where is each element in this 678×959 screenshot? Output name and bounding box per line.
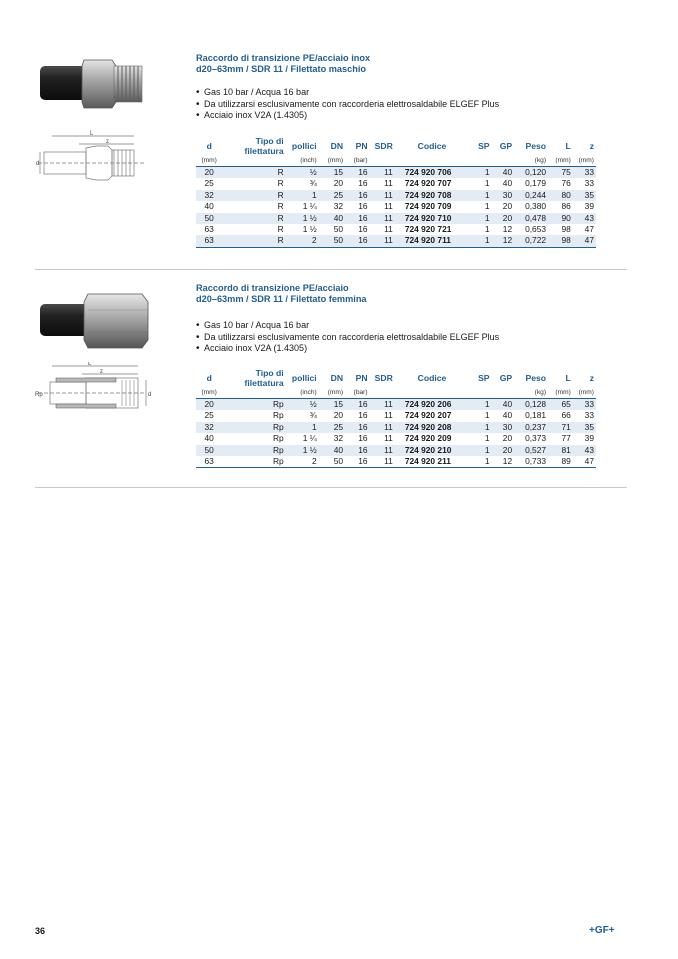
cell-thread-type: R	[277, 178, 284, 189]
cell-dn: 32	[333, 201, 344, 212]
unit-cell: (bar)	[345, 156, 369, 167]
unit-cell: (mm)	[548, 156, 573, 167]
cell-inch: 1 ½	[286, 445, 319, 456]
cell-gp: 12	[492, 456, 515, 468]
col-l: L	[565, 373, 571, 383]
cell-weight: 0,373	[525, 433, 547, 444]
unit-cell	[492, 388, 515, 399]
unit-cell	[395, 388, 469, 399]
table-header-row	[196, 368, 596, 388]
cell-z: 39	[584, 433, 594, 444]
spec-table-male	[196, 136, 596, 248]
cell-l: 89	[548, 456, 573, 468]
unit-cell: (kg)	[514, 388, 548, 399]
col-z: z	[589, 373, 594, 383]
cell-sdr: 11	[370, 456, 395, 468]
table-row	[196, 399, 596, 411]
cell-gp: 30	[492, 422, 515, 433]
feature-item: • Da utilizzarsi esclusivamente con raccorderia elettrosaldabile ELGEF Plus	[196, 332, 499, 344]
cell-pn: 16	[345, 190, 369, 201]
col-sp: SP	[478, 141, 490, 151]
unit-cell: (mm)	[319, 388, 345, 399]
cell-sp: 1	[469, 456, 491, 468]
cell-sp: 1	[469, 445, 491, 456]
col-thread-type: Tipo di filettatura	[244, 368, 284, 388]
cell-code: 724 920 710	[395, 213, 469, 224]
drawing-label-length: L	[90, 131, 94, 137]
product-section-female	[0, 270, 678, 490]
cell-inch: ¾	[309, 410, 317, 421]
unit-cell: (mm)	[548, 388, 573, 399]
table-row	[196, 213, 596, 224]
cell-pn: 16	[358, 433, 368, 444]
cell-l: 77	[561, 433, 571, 444]
cell-z: 43	[573, 213, 596, 224]
unit-cell: (mm)	[573, 388, 596, 399]
col-inch: pollici	[291, 373, 317, 383]
product-title-line2: d20–63mm / SDR 11 / Filettato maschio	[196, 64, 367, 74]
cell-code: 724 920 721	[404, 224, 452, 235]
table-body	[196, 167, 596, 248]
cell-d: 25	[204, 410, 214, 421]
table-row	[196, 224, 596, 235]
cell-thread-type: R	[277, 224, 284, 235]
cell-gp: 40	[502, 410, 513, 421]
cell-sdr: 11	[384, 224, 393, 235]
cell-pn: 16	[345, 456, 369, 468]
cell-z: 33	[573, 167, 596, 179]
cell-z: 39	[584, 201, 594, 212]
cell-l: 98	[548, 235, 573, 247]
cell-sdr: 11	[370, 167, 395, 179]
cell-dn: 40	[319, 445, 345, 456]
unit-cell: (mm)	[196, 156, 222, 167]
cell-l: 71	[548, 422, 573, 433]
cell-sdr: 11	[370, 235, 395, 247]
drawing-label-d: d	[148, 392, 152, 398]
cell-l: 75	[548, 167, 573, 179]
cell-code: 724 920 711	[395, 235, 469, 247]
cell-dn: 25	[319, 422, 345, 433]
cell-d: 50	[196, 213, 222, 224]
cell-gp: 20	[502, 433, 513, 444]
cell-dn: 50	[319, 456, 345, 468]
cell-gp: 40	[492, 167, 515, 179]
male-fitting-drawing	[34, 130, 154, 190]
unit-cell	[370, 388, 395, 399]
cell-dn: 20	[333, 178, 344, 189]
cell-z: 35	[573, 422, 596, 433]
feature-item: • Gas 10 bar / Acqua 16 bar	[196, 320, 499, 332]
cell-inch: 1 ½	[302, 224, 317, 235]
cell-code: 724 920 707	[404, 178, 452, 189]
cell-sp: 1	[469, 235, 491, 247]
col-code: Codice	[417, 373, 447, 383]
unit-cell	[469, 388, 491, 399]
female-fitting-drawing	[34, 362, 154, 422]
cell-thread-type: Rp	[222, 399, 285, 411]
col-dn: DN	[330, 141, 344, 151]
col-sdr: SDR	[374, 141, 393, 151]
unit-cell	[492, 156, 515, 167]
table-row	[196, 422, 596, 433]
cell-inch: 1	[286, 422, 319, 433]
cell-code: 724 920 209	[404, 433, 452, 444]
feature-list	[196, 87, 499, 122]
col-weight: Peso	[525, 373, 547, 383]
product-title-line2: d20–63mm / SDR 11 / Filettato femmina	[196, 294, 367, 304]
feature-item: • Acciaio inox V2A (1.4305)	[196, 110, 499, 122]
cell-gp: 20	[492, 213, 515, 224]
col-inch: pollici	[291, 141, 317, 151]
cell-inch: 1 ¼	[302, 433, 317, 444]
feature-item: • Gas 10 bar / Acqua 16 bar	[196, 87, 499, 99]
cell-z: 33	[584, 178, 594, 189]
cell-code: 724 920 208	[395, 422, 469, 433]
unit-cell: (mm)	[573, 156, 596, 167]
col-weight: Peso	[525, 141, 547, 151]
cell-weight: 0,527	[514, 445, 548, 456]
unit-cell: (mm)	[196, 388, 222, 399]
cell-sdr: 11	[370, 422, 395, 433]
cell-l: 65	[548, 399, 573, 411]
cell-sp: 1	[469, 190, 491, 201]
section-divider	[35, 487, 627, 488]
cell-pn: 16	[345, 399, 369, 411]
cell-l: 76	[561, 178, 571, 189]
col-pn: PN	[355, 373, 368, 383]
cell-pn: 16	[358, 201, 368, 212]
cell-thread-type: R	[222, 167, 285, 179]
cell-d: 20	[196, 399, 222, 411]
cell-z: 33	[573, 399, 596, 411]
cell-weight: 0,653	[525, 224, 547, 235]
cell-gp: 30	[492, 190, 515, 201]
table-row	[196, 201, 596, 212]
cell-dn: 32	[333, 433, 344, 444]
cell-inch: ¾	[309, 178, 317, 189]
feature-item: • Da utilizzarsi esclusivamente con raccorderia elettrosaldabile ELGEF Plus	[196, 99, 499, 111]
product-title-line1: Raccordo di transizione PE/acciaio inox	[196, 53, 371, 63]
cell-z: 47	[584, 224, 594, 235]
cell-z: 47	[573, 456, 596, 468]
cell-thread-type: Rp	[272, 433, 284, 444]
cell-sdr: 11	[384, 410, 393, 421]
unit-cell: (mm)	[319, 156, 345, 167]
table-row	[196, 433, 596, 444]
table-units-row	[196, 156, 596, 167]
cell-l: 80	[548, 190, 573, 201]
cell-dn: 40	[319, 213, 345, 224]
cell-gp: 20	[492, 445, 515, 456]
col-dn: DN	[330, 373, 344, 383]
cell-sp: 1	[484, 224, 490, 235]
col-sdr: SDR	[374, 373, 393, 383]
cell-sp: 1	[484, 178, 490, 189]
cell-z: 35	[573, 190, 596, 201]
col-gp: GP	[499, 373, 513, 383]
cell-gp: 40	[492, 399, 515, 411]
cell-d: 25	[204, 178, 214, 189]
cell-pn: 16	[345, 422, 369, 433]
cell-inch: ½	[286, 167, 319, 179]
cell-d: 32	[196, 190, 222, 201]
cell-thread-type: R	[277, 201, 284, 212]
col-z: z	[589, 141, 594, 151]
unit-cell	[395, 156, 469, 167]
unit-cell	[222, 156, 285, 167]
cell-gp: 40	[502, 178, 513, 189]
unit-cell	[222, 388, 285, 399]
col-l: L	[565, 141, 571, 151]
cell-thread-type: R	[222, 190, 285, 201]
product-title	[196, 283, 367, 305]
cell-code: 724 920 211	[395, 456, 469, 468]
cell-sp: 1	[469, 399, 491, 411]
cell-sp: 1	[484, 201, 490, 212]
cell-sp: 1	[469, 422, 491, 433]
cell-d: 50	[196, 445, 222, 456]
col-d: d	[206, 373, 212, 383]
cell-dn: 50	[333, 224, 344, 235]
cell-dn: 25	[319, 190, 345, 201]
table-row	[196, 445, 596, 456]
cell-inch: 1 ½	[286, 213, 319, 224]
cell-thread-type: Rp	[222, 422, 285, 433]
cell-dn: 50	[319, 235, 345, 247]
table-units-row	[196, 388, 596, 399]
table-row	[196, 167, 596, 179]
table-row	[196, 410, 596, 421]
cell-thread-type: R	[222, 235, 285, 247]
male-fitting-photo	[34, 48, 154, 120]
cell-sp: 1	[469, 167, 491, 179]
cell-z: 33	[584, 410, 594, 421]
cell-thread-type: Rp	[272, 410, 284, 421]
cell-d: 40	[204, 433, 214, 444]
cell-code: 724 920 210	[395, 445, 469, 456]
unit-cell: (bar)	[345, 388, 369, 399]
cell-sp: 1	[469, 213, 491, 224]
table-row	[196, 178, 596, 189]
cell-thread-type: R	[222, 213, 285, 224]
cell-code: 724 920 706	[395, 167, 469, 179]
product-title-line1: Raccordo di transizione PE/acciaio	[196, 283, 349, 293]
cell-inch: 1 ¼	[302, 201, 317, 212]
cell-weight: 0,380	[525, 201, 547, 212]
col-d: d	[206, 141, 212, 151]
table-row	[196, 235, 596, 247]
drawing-label-rp: Rp	[35, 392, 43, 398]
cell-weight: 0,478	[514, 213, 548, 224]
cell-code: 724 920 206	[395, 399, 469, 411]
cell-d: 20	[196, 167, 222, 179]
cell-weight: 0,179	[525, 178, 547, 189]
unit-cell	[469, 156, 491, 167]
cell-sdr: 11	[370, 213, 395, 224]
cell-inch: ½	[286, 399, 319, 411]
cell-weight: 0,128	[514, 399, 548, 411]
cell-sp: 1	[484, 410, 490, 421]
cell-weight: 0,181	[525, 410, 547, 421]
female-fitting-photo	[34, 284, 154, 356]
cell-thread-type: Rp	[222, 445, 285, 456]
col-gp: GP	[499, 141, 513, 151]
cell-weight: 0,244	[514, 190, 548, 201]
cell-z: 43	[573, 445, 596, 456]
cell-thread-type: Rp	[222, 456, 285, 468]
cell-inch: 1	[286, 190, 319, 201]
cell-sdr: 11	[384, 201, 393, 212]
drawing-label-d: d	[36, 161, 40, 167]
feature-item: • Acciaio inox V2A (1.4305)	[196, 343, 499, 355]
cell-sdr: 11	[370, 190, 395, 201]
cell-l: 66	[561, 410, 571, 421]
cell-gp: 12	[492, 235, 515, 247]
cell-code: 724 920 708	[395, 190, 469, 201]
cell-gp: 20	[502, 201, 513, 212]
cell-pn: 16	[345, 167, 369, 179]
cell-z: 47	[573, 235, 596, 247]
cell-gp: 12	[502, 224, 513, 235]
cell-d: 63	[196, 456, 222, 468]
cell-sdr: 11	[370, 445, 395, 456]
cell-inch: 2	[286, 235, 319, 247]
cell-pn: 16	[358, 410, 368, 421]
spec-table-female	[196, 368, 596, 468]
cell-dn: 15	[319, 167, 345, 179]
table-row	[196, 456, 596, 468]
cell-d: 40	[204, 201, 214, 212]
cell-dn: 20	[333, 410, 344, 421]
unit-cell: (inch)	[286, 156, 319, 167]
table-body	[196, 399, 596, 468]
cell-d: 63	[204, 224, 214, 235]
cell-d: 32	[196, 422, 222, 433]
cell-inch: 2	[286, 456, 319, 468]
col-pn: PN	[355, 141, 368, 151]
page-number: 36	[35, 926, 46, 936]
table-row	[196, 190, 596, 201]
cell-l: 98	[561, 224, 571, 235]
cell-d: 63	[196, 235, 222, 247]
drawing-label-z: z	[100, 369, 103, 375]
cell-sdr: 11	[384, 433, 393, 444]
cell-code: 724 920 207	[404, 410, 452, 421]
col-thread-type: Tipo di filettatura	[244, 136, 284, 156]
table-header-row	[196, 136, 596, 156]
unit-cell: (inch)	[286, 388, 319, 399]
cell-dn: 15	[319, 399, 345, 411]
cell-l: 86	[561, 201, 571, 212]
cell-weight: 0,733	[514, 456, 548, 468]
drawing-label-z: z	[106, 139, 109, 145]
cell-weight: 0,237	[514, 422, 548, 433]
cell-sdr: 11	[384, 178, 393, 189]
unit-cell	[370, 156, 395, 167]
cell-pn: 16	[345, 213, 369, 224]
cell-sdr: 11	[370, 399, 395, 411]
cell-weight: 0,120	[514, 167, 548, 179]
col-sp: SP	[478, 373, 490, 383]
cell-pn: 16	[345, 235, 369, 247]
product-section-male	[0, 0, 678, 270]
feature-list	[196, 320, 499, 355]
gf-logo: +GF+	[589, 925, 615, 936]
drawing-label-length: L	[88, 362, 92, 367]
cell-pn: 16	[345, 445, 369, 456]
cell-pn: 16	[358, 224, 368, 235]
col-code: Codice	[417, 141, 447, 151]
cell-sp: 1	[484, 433, 490, 444]
unit-cell: (kg)	[514, 156, 548, 167]
cell-l: 81	[548, 445, 573, 456]
cell-l: 90	[548, 213, 573, 224]
cell-code: 724 920 709	[404, 201, 452, 212]
product-title	[196, 53, 370, 75]
cell-pn: 16	[358, 178, 368, 189]
cell-weight: 0,722	[514, 235, 548, 247]
